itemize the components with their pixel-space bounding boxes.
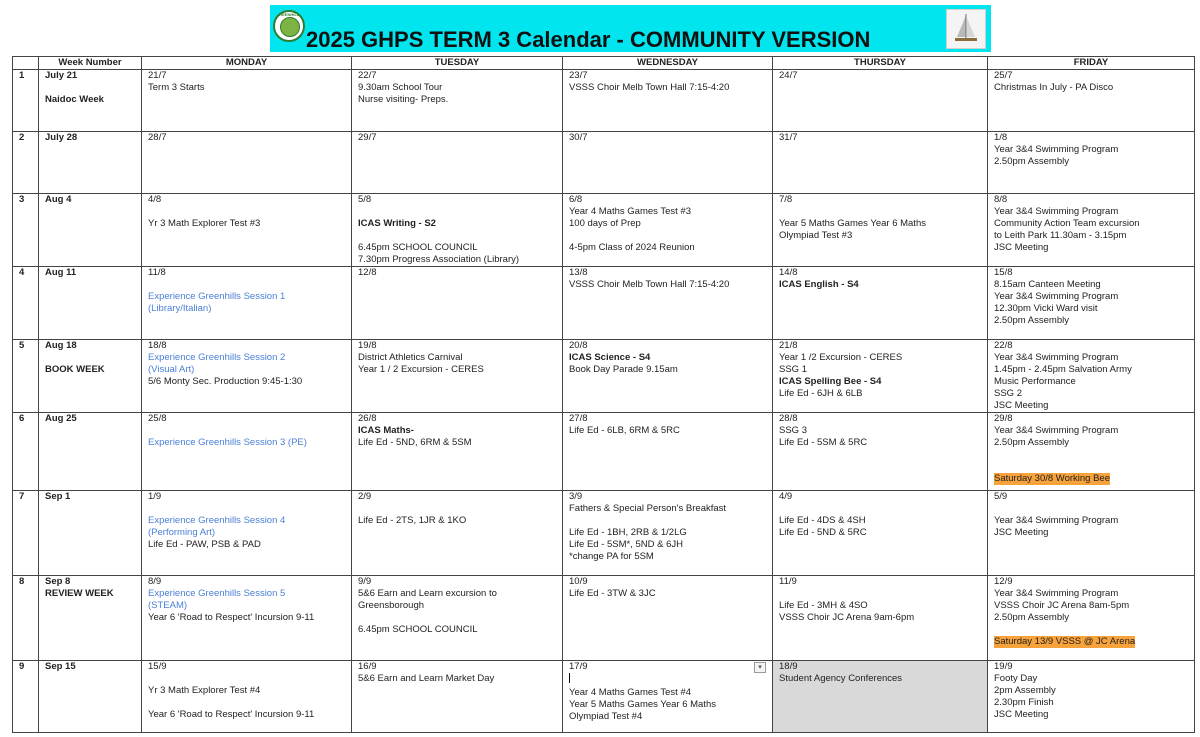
day-cell-mon[interactable] [142,661,352,733]
date-label: 11/8 [148,267,166,278]
event-label: VSSS Choir JC Arena 8am-5pm [994,600,1130,611]
event-label: Year 3&4 Swimming Program [994,144,1119,155]
day-cell-wed[interactable] [563,267,773,340]
day-cell-wed[interactable] [563,70,773,132]
week-index: 6 [13,413,39,491]
date-label: 13/8 [569,267,588,278]
event-label: Life Ed - 2TS, 1JR & 1KO [358,515,467,526]
day-cell-wed[interactable] [563,132,773,194]
page-title: 2025 GHPS TERM 3 Calendar - COMMUNITY VERSION [306,27,871,52]
week-start-label: Sep 1 [45,491,71,502]
date-label: 2/9 [358,491,372,502]
session-label: (Library/Italian) [148,303,212,314]
date-label: 20/8 [569,340,588,351]
day-cell-fri[interactable] [988,267,1195,340]
event-label: Greensborough [358,600,425,611]
event-label: Life Ed - 5ND, 6RM & 5SM [358,437,472,448]
spacer [994,449,1188,461]
day-cell-fri[interactable] [988,340,1195,413]
spacer [358,206,556,218]
date-label: 1/9 [148,491,162,502]
event-label: 2.30pm Finish [994,697,1054,708]
week-index: 2 [13,132,39,194]
date-label: 19/8 [358,340,377,351]
day-cell-mon[interactable] [142,340,352,413]
calendar-table [12,56,1195,733]
table-row [13,413,1195,491]
date-label: 19/9 [994,661,1013,672]
date-label: 25/8 [148,413,167,424]
spacer [779,588,981,600]
event-label: 5&6 Earn and Learn excursion to [358,588,497,599]
spacer [148,279,345,291]
table-row [13,267,1195,340]
spacer [569,515,766,527]
event-label: VSSS Choir Melb Town Hall 7:15-4:20 [569,279,730,290]
week-start-cell [39,70,142,132]
event-label: 8.15am Canteen Meeting [994,279,1101,290]
day-cell-fri[interactable] [988,413,1195,491]
spacer [779,503,981,515]
day-cell-wed[interactable] [563,194,773,267]
event-label: 2.50pm Assembly [994,156,1069,167]
week-start-cell [39,340,142,413]
spacer [148,697,345,709]
event-label: Life Ed - 6LB, 6RM & 5RC [569,425,680,436]
day-cell-mon[interactable] [142,576,352,661]
col-tuesday-header: TUESDAY [352,57,563,70]
date-label: 5/9 [994,491,1008,502]
day-cell-mon[interactable] [142,267,352,340]
event-label: SSG 1 [779,364,807,375]
event-label: Olympiad Test #3 [779,230,853,241]
event-label: ICAS Maths- [358,425,414,436]
week-index: 8 [13,576,39,661]
day-cell-wed[interactable] [563,576,773,661]
date-label: 29/7 [358,132,377,143]
day-cell-fri[interactable] [988,132,1195,194]
table-row [13,132,1195,194]
event-label: Year 6 'Road to Respect' Incursion 9-11 [148,612,315,623]
event-label: Year 3&4 Swimming Program [994,515,1119,526]
week-index: 7 [13,491,39,576]
logo-center [280,17,300,37]
table-row [13,70,1195,132]
day-cell-tue[interactable] [352,132,563,194]
session-label: (Visual Art) [148,364,195,375]
spacer [45,352,135,364]
day-cell-fri[interactable] [988,70,1195,132]
table-row [13,340,1195,413]
table-row [13,491,1195,576]
event-label: Nurse visiting- Preps. [358,94,449,105]
event-label: 7.30pm Progress Association (Library) [358,254,520,265]
day-cell-wed[interactable] [563,661,773,733]
week-start-label: July 28 [45,132,78,143]
day-cell-tue[interactable] [352,491,563,576]
date-label: 4/8 [148,194,162,205]
event-label: 1.45pm - 2.45pm Salvation Army [994,364,1132,375]
saturday-row [994,473,1188,485]
event-label: Term 3 Starts [148,82,205,93]
date-label: 10/9 [569,576,588,587]
event-label: VSSS Choir Melb Town Hall 7:15-4:20 [569,82,730,93]
saturday-event-label: Saturday 30/8 Working Bee [994,473,1111,484]
day-cell-thu[interactable] [773,661,988,733]
session-label: Experience Greenhills Session 3 (PE) [148,437,307,448]
week-start-cell [39,194,142,267]
event-label: JSC Meeting [994,400,1049,411]
date-label: 31/7 [779,132,798,143]
event-label: Year 3&4 Swimming Program [994,206,1119,217]
spacer [148,503,345,515]
day-cell-thu[interactable] [773,267,988,340]
date-label: 30/7 [569,132,588,143]
week-start-cell [39,576,142,661]
session-label: (STEAM) [148,600,188,611]
event-label: 6.45pm SCHOOL COUNCIL [358,242,478,253]
date-label: 12/9 [994,576,1013,587]
event-label: Student Agency Conferences [779,673,903,684]
day-cell-thu[interactable] [773,491,988,576]
event-label: SSG 2 [994,388,1022,399]
day-cell-mon[interactable] [142,413,352,491]
col-thursday-header: THURSDAY [773,57,988,70]
date-label: 21/7 [148,70,167,81]
session-label: Experience Greenhills Session 2 [148,352,286,363]
event-label: Year 6 'Road to Respect' Incursion 9-11 [148,709,315,720]
col-friday-header: FRIDAY [988,57,1195,70]
date-label: 18/8 [148,340,167,351]
session-label: Experience Greenhills Session 5 [148,588,286,599]
date-label: 18/9 [779,661,798,672]
school-logo-icon [273,10,305,42]
date-label: 7/8 [779,194,793,205]
col-num-header [13,57,39,70]
event-label: to Leith Park 11.30am - 3.15pm [994,230,1127,241]
event-label: ICAS English - S4 [779,279,859,290]
event-label: Year 3&4 Swimming Program [994,425,1119,436]
table-row [13,661,1195,733]
header-row [13,57,1195,70]
event-label: Life Ed - 3TW & 3JC [569,588,656,599]
event-label: Olympiad Test #4 [569,711,643,722]
week-index: 9 [13,661,39,733]
event-label: ICAS Spelling Bee - S4 [779,376,882,387]
day-cell-mon[interactable] [142,132,352,194]
day-cell-wed[interactable] [563,340,773,413]
date-label: 22/8 [994,340,1013,351]
date-label: 26/8 [358,413,377,424]
col-week-header: Week Number [39,57,142,70]
date-label: 21/8 [779,340,798,351]
event-label: Year 3&4 Swimming Program [994,588,1119,599]
event-label: 2.50pm Assembly [994,612,1069,623]
date-label: 24/7 [779,70,798,81]
event-label: Life Ed - PAW, PSB & PAD [148,539,261,550]
date-label: 27/8 [569,413,588,424]
event-label: Christmas In July - PA Disco [994,82,1114,93]
week-start-cell [39,491,142,576]
event-label: Year 5 Maths Games Year 6 Maths [569,699,716,710]
date-label: 22/7 [358,70,377,81]
sailboat-emblem-icon [946,9,986,49]
day-cell-mon[interactable] [142,491,352,576]
event-label: 6.45pm SCHOOL COUNCIL [358,624,478,635]
week-note: BOOK WEEK [45,364,105,375]
text-cursor [569,673,570,683]
spacer [994,624,1188,636]
spacer [779,206,981,218]
spacer [994,503,1188,515]
week-index: 3 [13,194,39,267]
spacer [45,82,135,94]
day-cell-thu[interactable] [773,340,988,413]
day-cell-fri[interactable] [988,661,1195,733]
spacer [148,425,345,437]
week-index: 5 [13,340,39,413]
spacer [358,230,556,242]
event-label: Year 3&4 Swimming Program [994,352,1119,363]
day-cell-tue[interactable] [352,661,563,733]
logo-text: GREENHILLS [276,12,302,17]
week-start-label: July 21 [45,70,78,81]
day-cell-mon[interactable] [142,194,352,267]
event-label: Fathers & Special Person's Breakfast [569,503,727,514]
date-label: 8/9 [148,576,162,587]
week-start-label: Aug 11 [45,267,77,278]
event-label: Year 1 /2 Excursion - CERES [779,352,903,363]
date-label: 12/8 [358,267,377,278]
event-label: ICAS Writing - S2 [358,218,436,229]
day-cell-tue[interactable] [352,340,563,413]
session-label: Experience Greenhills Session 4 [148,515,286,526]
event-label: Life Ed - 4DS & 4SH [779,515,866,526]
table-row [13,194,1195,267]
event-label: Yr 3 Math Explorer Test #4 [148,685,261,696]
dropdown-arrow-icon[interactable]: ▾ [754,662,766,673]
event-label: 2pm Assembly [994,685,1056,696]
day-cell-fri[interactable] [988,576,1195,661]
date-label: 4/9 [779,491,793,502]
spacer [358,612,556,624]
date-label: 5/8 [358,194,372,205]
date-label: 3/9 [569,491,583,502]
day-cell-tue[interactable] [352,267,563,340]
week-start-label: Aug 18 [45,340,77,351]
event-label: District Athletics Carnival [358,352,463,363]
event-label: JSC Meeting [994,242,1049,253]
week-index: 1 [13,70,39,132]
week-note: Naidoc Week [45,94,104,105]
event-label: 2.50pm Assembly [994,437,1069,448]
week-note: REVIEW WEEK [45,588,114,599]
event-label: Year 1 / 2 Excursion - CERES [358,364,484,375]
event-label: Yr 3 Math Explorer Test #3 [148,218,261,229]
spacer [994,461,1188,473]
date-label: 14/8 [779,267,798,278]
week-start-cell [39,267,142,340]
day-cell-thu[interactable] [773,194,988,267]
day-cell-tue[interactable] [352,70,563,132]
day-cell-mon[interactable] [142,70,352,132]
event-label: VSSS Choir JC Arena 9am-6pm [779,612,915,623]
week-start-cell [39,413,142,491]
event-label: 4-5pm Class of 2024 Reunion [569,242,695,253]
event-label: Year 4 Maths Games Test #3 [569,206,691,217]
event-label: Footy Day [994,673,1038,684]
event-label: Book Day Parade 9.15am [569,364,678,375]
date-label: 28/8 [779,413,798,424]
date-label: 29/8 [994,413,1013,424]
week-start-label: Aug 25 [45,413,77,424]
date-label: 11/9 [779,576,797,587]
day-cell-fri[interactable] [988,194,1195,267]
date-label: 28/7 [148,132,167,143]
date-label: 17/9 [569,661,588,672]
event-label: 12.30pm Vicki Ward visit [994,303,1098,314]
event-label: Community Action Team excursion [994,218,1140,229]
date-label: 15/9 [148,661,167,672]
event-label: Year 5 Maths Games Year 6 Maths [779,218,926,229]
day-cell-fri[interactable] [988,491,1195,576]
spacer [569,673,766,687]
event-label: 2.50pm Assembly [994,315,1069,326]
table-row [13,576,1195,661]
event-label: JSC Meeting [994,527,1049,538]
day-cell-wed[interactable] [563,413,773,491]
day-cell-thu[interactable] [773,576,988,661]
event-label: 9.30am School Tour [358,82,443,93]
week-index: 4 [13,267,39,340]
day-cell-wed[interactable] [563,491,773,576]
event-label: 5/6 Monty Sec. Production 9:45-1:30 [148,376,303,387]
spacer [148,673,345,685]
event-label: JSC Meeting [994,709,1049,720]
event-label: Life Ed - 5ND & 5RC [779,527,867,538]
event-label: Life Ed - 6JH & 6LB [779,388,863,399]
saturday-row [994,636,1188,648]
event-label: Life Ed - 3MH & 4SO [779,600,868,611]
week-start-label: Sep 8 [45,576,71,587]
col-wednesday-header: WEDNESDAY [563,57,773,70]
day-cell-thu[interactable] [773,132,988,194]
date-label: 23/7 [569,70,588,81]
day-cell-thu[interactable] [773,413,988,491]
session-label: (Performing Art) [148,527,216,538]
session-label: Experience Greenhills Session 1 [148,291,286,302]
week-start-label: Aug 4 [45,194,72,205]
date-label: 16/9 [358,661,377,672]
week-start-cell [39,661,142,733]
day-cell-thu[interactable] [773,70,988,132]
day-cell-tue[interactable] [352,194,563,267]
saturday-event-label: Saturday 13/9 VSSS @ JC Arena [994,636,1136,647]
date-label: 1/8 [994,132,1008,143]
spacer [358,503,556,515]
spacer [148,206,345,218]
event-label: Music Performance [994,376,1076,387]
week-start-cell [39,132,142,194]
day-cell-tue[interactable] [352,413,563,491]
date-label: 8/8 [994,194,1008,205]
date-label: 25/7 [994,70,1013,81]
event-label: *change PA for 5SM [569,551,654,562]
event-label: 100 days of Prep [569,218,641,229]
date-label: 6/8 [569,194,583,205]
event-label: Life Ed - 1BH, 2RB & 1/2LG [569,527,687,538]
col-monday-header: MONDAY [142,57,352,70]
spacer [569,230,766,242]
event-label: Year 4 Maths Games Test #4 [569,687,691,698]
event-label: ICAS Science - S4 [569,352,651,363]
event-label: Life Ed - 5SM & 5RC [779,437,868,448]
event-label: Year 3&4 Swimming Program [994,291,1119,302]
day-cell-tue[interactable] [352,576,563,661]
date-label: 9/9 [358,576,372,587]
event-label: SSG 3 [779,425,807,436]
week-start-label: Sep 15 [45,661,76,672]
date-label: 15/8 [994,267,1013,278]
event-label: Life Ed - 5SM*, 5ND & 6JH [569,539,684,550]
event-label: 5&6 Earn and Learn Market Day [358,673,495,684]
